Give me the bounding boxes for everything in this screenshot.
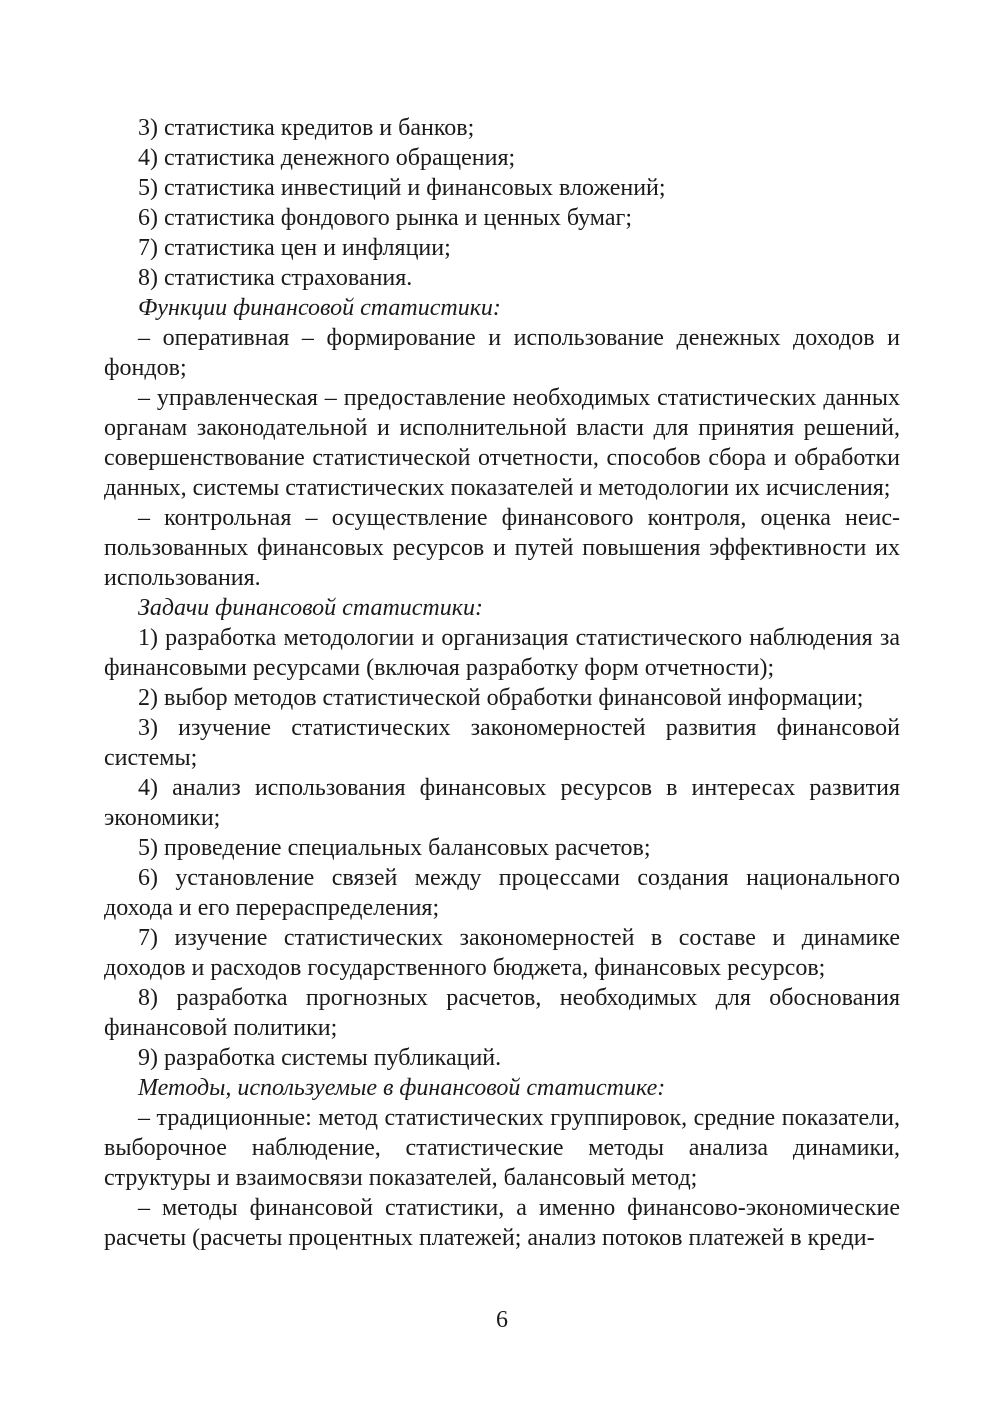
page-body xyxy=(104,113,900,1253)
section-heading: Функции финансовой статистики: xyxy=(138,295,501,321)
body-paragraph: 6) установление связей между процессами создания национального дохода и его перераспределения; xyxy=(104,865,900,921)
body-paragraph: – методы финансовой статистики, а именно финансово-экономические расчеты (расчеты процентных платежей; анализ потоков платежей в креди- xyxy=(104,1195,900,1251)
body-paragraph: 4) статистика денежного обращения; xyxy=(138,145,516,171)
body-paragraph: 9) разработка системы публикаций. xyxy=(138,1045,502,1071)
body-paragraph: – управленческая – предоставление необходимых статистических данных органам законодательной и исполнительной власти для принятия решений, совершенствование статистической отчетности, способов сбора и обработки данных, системы статистических показателей и методологии их исчисления; xyxy=(104,385,900,501)
body-paragraph: 5) проведение специальных балансовых расчетов; xyxy=(138,835,651,861)
body-paragraph: 8) статистика страхования. xyxy=(138,265,413,291)
body-paragraph: 2) выбор методов статистической обработки финансовой информации; xyxy=(138,685,864,711)
body-paragraph: 3) статистика кредитов и банков; xyxy=(138,115,475,141)
section-heading: Методы, используемые в финансовой статистике: xyxy=(138,1075,666,1101)
body-paragraph: 1) разработка методологии и организация статистического наблюдения за финансовыми ресурсами (включая разработку форм отчетности); xyxy=(104,625,900,681)
body-paragraph: 8) разработка прогнозных расчетов, необходимых для обоснования финансовой политики; xyxy=(104,985,900,1041)
page-number: 6 xyxy=(496,1307,508,1333)
body-paragraph: – оперативная – формирование и использование денежных доходов и фондов; xyxy=(104,325,900,381)
body-paragraph: 5) статистика инвестиций и финансовых вложений; xyxy=(138,175,666,201)
body-paragraph: 6) статистика фондового рынка и ценных бумаг; xyxy=(138,205,632,231)
section-heading: Задачи финансовой статистики: xyxy=(138,595,483,621)
body-paragraph: 4) анализ использования финансовых ресурсов в интересах развития экономики; xyxy=(104,775,900,831)
body-paragraph: – контрольная – осуществление финансового контроля, оценка неиспользованных финансовых ресурсов и путей повышения эффективности их использования. xyxy=(104,505,900,591)
body-paragraph: 7) статистика цен и инфляции; xyxy=(138,235,451,261)
body-paragraph: 7) изучение статистических закономерностей в составе и динамике доходов и расходов государственного бюджета, финансовых ресурсов; xyxy=(104,925,900,981)
body-paragraph: – традиционные: метод статистических группировок, средние показатели, выборочное наблюдение, статистические методы анализа динамики, структуры и взаимосвязи показателей, балансовый метод; xyxy=(104,1105,900,1191)
body-paragraph: 3) изучение статистических закономерностей развития финансовой системы; xyxy=(104,715,900,771)
